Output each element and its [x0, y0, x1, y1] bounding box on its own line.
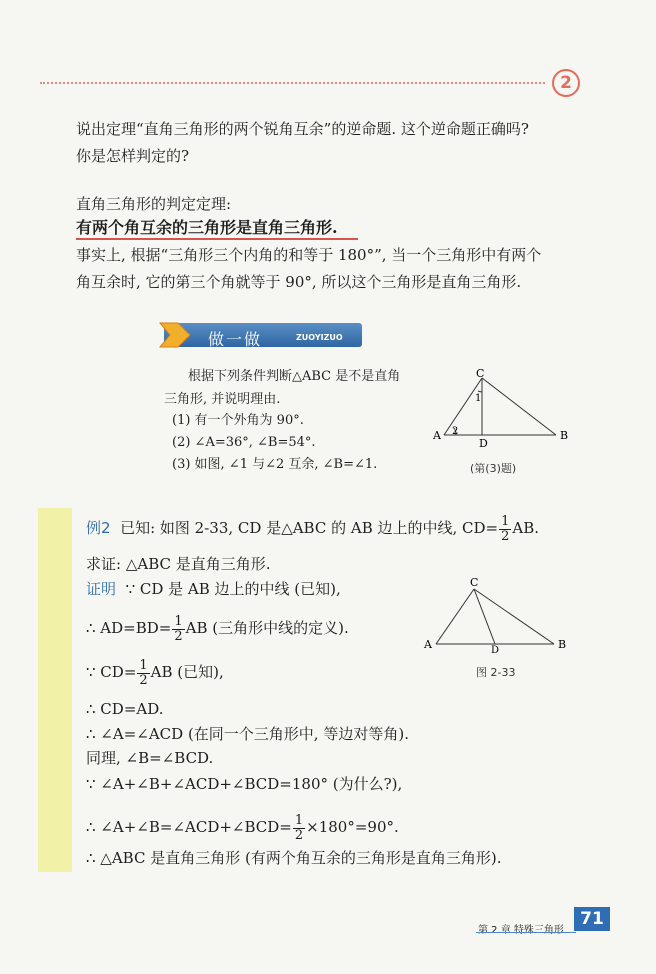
example-triangle-figure	[420, 575, 580, 653]
activity-item-2: (2) ∠A=36°, ∠B=54°.	[172, 435, 316, 450]
header-dotted-rule	[40, 82, 545, 84]
explanation-line-1: 事实上, 根据“三角形三个内角的和等于 180°”, 当一个三角形中有两个	[76, 246, 542, 264]
proof-line-3: ∵ CD= $\frac{1}{2}$ AB (已知),	[86, 658, 224, 688]
activity-title: 做一做	[208, 330, 263, 349]
activity-label-1: 1	[475, 393, 482, 404]
proof-line-2: ∴ AD=BD= $\frac{1}{2}$ AB (三角形中线的定义).	[86, 614, 349, 644]
example-side-cb	[474, 589, 554, 644]
intro-line-1: 说出定理“直角三角形的两个锐角互余”的逆命题. 这个逆命题正确吗?	[76, 120, 529, 138]
footer-chapter: 第 2 章 特殊三角形	[478, 925, 564, 936]
activity-label-d: D	[479, 437, 488, 448]
example-label: 例2	[86, 519, 111, 538]
example-figure-caption: 图 2-33	[476, 666, 516, 679]
angle-1-arc	[478, 391, 482, 392]
intro-line-2: 你是怎样判定的?	[76, 147, 190, 165]
theorem-statement: 有两个角互余的三角形是直角三角形.	[76, 218, 338, 237]
arrow-icon	[158, 320, 192, 350]
proof-line-9: ∴ △ABC 是直角三角形 (有两个角互余的三角形是直角三角形).	[86, 849, 502, 867]
activity-side-cb	[482, 378, 556, 435]
example-label-b: B	[558, 638, 567, 651]
example-highlight-bar	[38, 508, 72, 872]
example-side-ac	[436, 589, 474, 644]
activity-label-b: B	[560, 429, 569, 442]
proof-line-5: ∴ ∠A=∠ACD (在同一个三角形中, 等边对等角).	[86, 725, 409, 743]
activity-label-c: C	[476, 368, 485, 380]
activity-item-3: (3) 如图, ∠1 与∠2 互余, ∠B=∠1.	[172, 457, 378, 472]
activity-item-1: (1) 有一个外角为 90°.	[172, 413, 304, 428]
proof-line-6: 同理, ∠B=∠BCD.	[86, 749, 214, 767]
activity-side-ac	[444, 378, 482, 435]
example-label-d: D	[491, 645, 500, 653]
section-number-badge: 2	[552, 69, 580, 97]
footer-rule	[476, 932, 576, 933]
fraction-one-half: $\frac{1}{2}$	[501, 514, 510, 544]
proof-line-8: ∴ ∠A+∠B=∠ACD+∠BCD= $\frac{1}{2}$ ×180°=90°.	[86, 813, 399, 843]
example-prove: 求证: △ABC 是直角三角形.	[86, 555, 271, 573]
proof-line-1: 证明 ∵ CD 是 AB 边上的中线 (已知),	[86, 580, 341, 598]
activity-subtitle: ZUOYIZUO	[296, 333, 343, 342]
example-median-cd	[474, 589, 495, 644]
activity-figure-caption: (第(3)题)	[470, 462, 517, 475]
activity-label-a: A	[433, 429, 441, 442]
proof-label: 证明	[86, 580, 117, 598]
activity-triangle-figure	[430, 368, 580, 448]
page-number: 71	[574, 907, 610, 931]
fraction-one-half: $\frac{1}{2}$	[139, 658, 148, 688]
fraction-one-half: $\frac{1}{2}$	[294, 813, 304, 843]
example-label-c: C	[470, 576, 479, 589]
example-given: 例2 已知: 如图 2-33, CD 是△ABC 的 AB 边上的中线, CD= $\frac{1}{2}$ AB.	[86, 514, 540, 544]
example-given-text: 已知: 如图 2-33, CD 是△ABC 的 AB 边上的中线, CD=	[120, 519, 499, 538]
explanation-line-2: 角互余时, 它的第三个角就等于 90°, 所以这个三角形是直角三角形.	[76, 273, 522, 291]
theorem-underline	[76, 238, 358, 240]
activity-label-2: 2	[452, 426, 459, 437]
fraction-one-half: $\frac{1}{2}$	[174, 614, 183, 644]
theorem-heading: 直角三角形的判定定理:	[76, 195, 232, 213]
proof-line-4: ∴ CD=AD.	[86, 700, 164, 718]
activity-question-line-2: 三角形, 并说明理由.	[164, 392, 281, 407]
proof-line-7: ∵ ∠A+∠B+∠ACD+∠BCD=180° (为什么?),	[86, 775, 403, 793]
example-label-a: A	[424, 638, 432, 651]
activity-question-line-1: 根据下列条件判断△ABC 是不是直角	[188, 369, 401, 384]
